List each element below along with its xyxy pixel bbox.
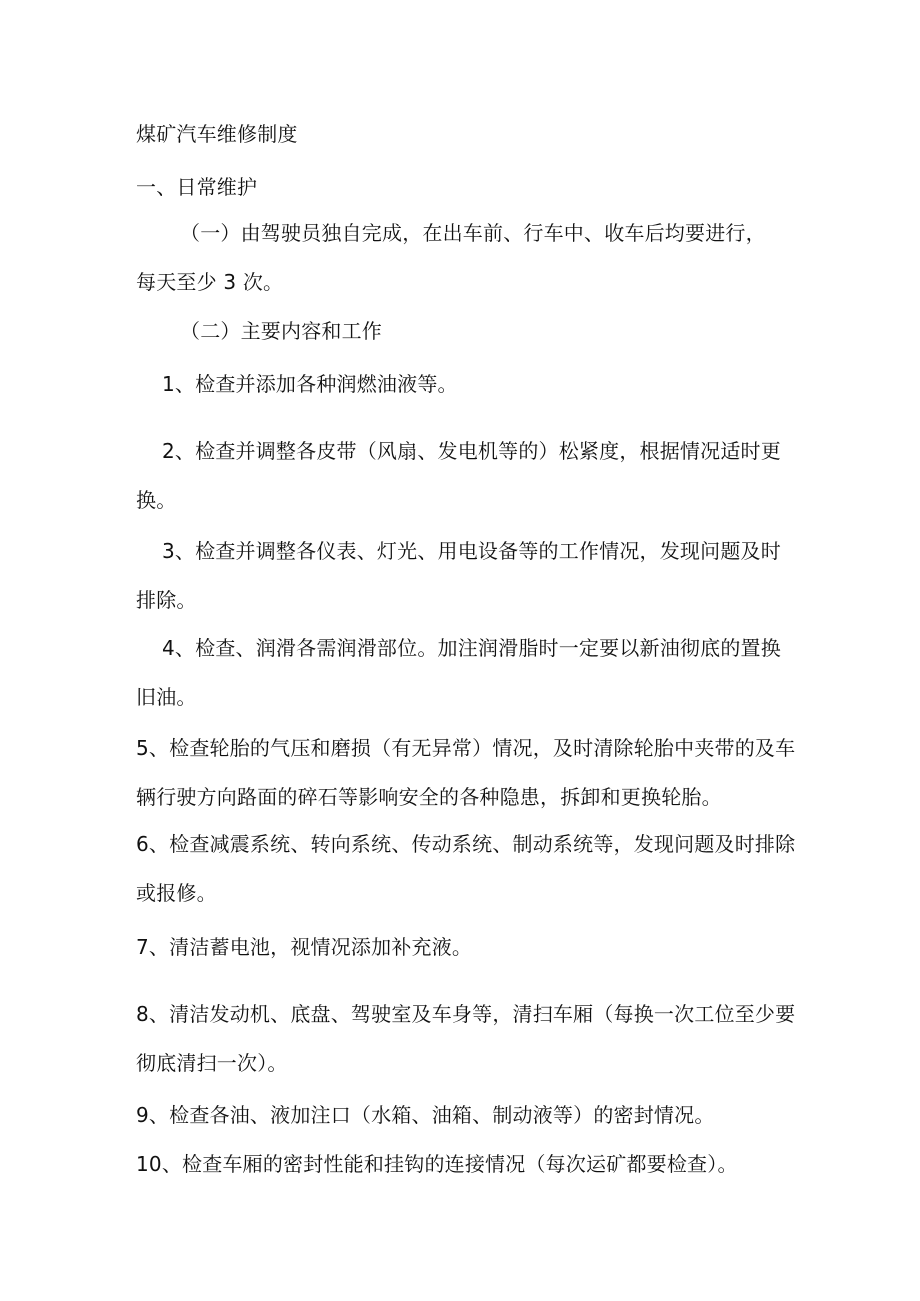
list-item-4-line-2: 旧油。 xyxy=(136,685,197,709)
subsection-heading-main-content: （二）主要内容和工作 xyxy=(180,319,382,343)
list-item-5-line-2: 辆行驶方向路面的碎石等影响安全的各种隐患，拆卸和更换轮胎。 xyxy=(136,785,722,809)
paragraph-performer-line-2: 每天至少 3 次。 xyxy=(136,270,284,294)
list-item-7: 7、清洁蓄电池，视情况添加补充液。 xyxy=(136,935,473,959)
list-item-3-line-2: 排除。 xyxy=(136,588,197,612)
list-item-2-line-1: 2、检查并调整各皮带（风扇、发电机等的）松紧度，根据情况适时更 xyxy=(162,439,781,463)
list-item-9: 9、检查各油、液加注口（水箱、油箱、制动液等）的密封情况。 xyxy=(136,1103,715,1127)
list-item-4-line-1: 4、检查、润滑各需润滑部位。加注润滑脂时一定要以新油彻底的置换 xyxy=(162,636,781,660)
list-item-6-line-1: 6、检查减震系统、转向系统、传动系统、制动系统等，发现问题及时排除 xyxy=(136,832,796,856)
list-item-8-line-1: 8、清洁发动机、底盘、驾驶室及车身等，清扫车厢（每换一次工位至少要 xyxy=(136,1002,796,1026)
paragraph-performer-line-1: （一）由驾驶员独自完成，在出车前、行车中、收车后均要进行， xyxy=(180,221,766,245)
list-item-8-line-2: 彻底清扫一次）。 xyxy=(136,1051,288,1075)
list-item-1: 1、检查并添加各种润燃油液等。 xyxy=(162,372,458,396)
list-item-10: 10、检查车厢的密封性能和挂钩的连接情况（每次运矿都要检查）。 xyxy=(136,1152,738,1176)
section-heading-daily-maintenance: 一、日常维护 xyxy=(136,175,258,199)
list-item-5-line-1: 5、检查轮胎的气压和磨损（有无异常）情况，及时清除轮胎中夹带的及车 xyxy=(136,736,796,760)
list-item-3-line-1: 3、检查并调整各仪表、灯光、用电设备等的工作情况，发现问题及时 xyxy=(162,539,781,563)
list-item-6-line-2: 或报修。 xyxy=(136,881,217,905)
list-item-2-line-2: 换。 xyxy=(136,488,177,512)
document-title: 煤矿汽车维修制度 xyxy=(136,122,298,146)
